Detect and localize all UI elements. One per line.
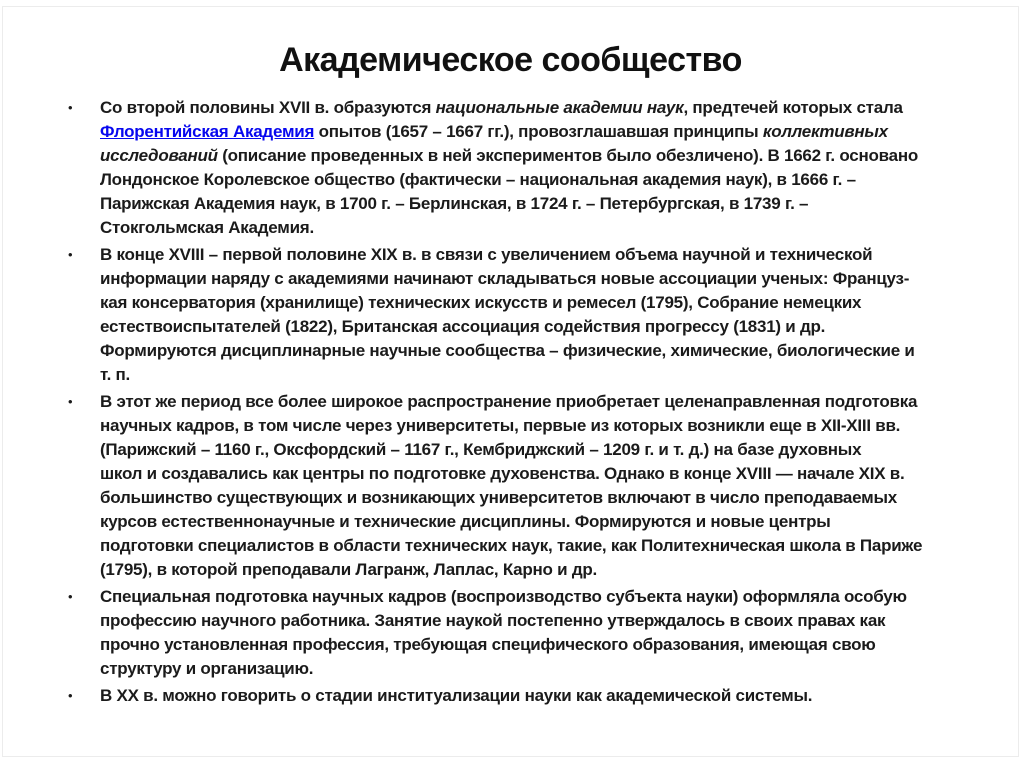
bullet-text	[100, 684, 938, 708]
text-segment: опытов (1657 – 1667 гг.), провозглашавшая принципы	[314, 122, 763, 141]
text-segment: В этот же период все более широкое распространение приобретает целенаправленная подготовка	[100, 392, 918, 411]
bullet-marker-icon: •	[68, 247, 73, 262]
text-line	[100, 315, 938, 339]
bullet-marker-icon: •	[68, 394, 73, 409]
text-line	[100, 438, 938, 462]
bullet-item	[68, 684, 938, 708]
text-line	[100, 243, 938, 267]
bullet-item	[68, 243, 938, 387]
text-segment: , предтечей которых стала	[683, 98, 903, 117]
text-segment: большинство существующих и возникающих университетов включают в число преподаваемых	[100, 488, 897, 507]
bullet-item	[68, 390, 938, 582]
text-segment: школ и создавались как центры по подготовке духовенства. Однако в конце XVIII — начале XIX в.	[100, 464, 905, 483]
text-line	[100, 267, 938, 291]
text-line	[100, 534, 938, 558]
text-segment: Лондонское Королевское общество (фактически – национальная академия наук), в 1666 г. –	[100, 170, 856, 189]
text-line	[100, 462, 938, 486]
bullet-item	[68, 585, 938, 681]
text-segment: В XX в. можно говорить о стадии институализации науки как академической системы.	[100, 686, 813, 705]
text-segment: В конце XVIII – первой половине XIX в. в связи с увеличением объема научной и технической	[100, 245, 873, 264]
text-line	[100, 390, 938, 414]
text-line	[100, 363, 938, 387]
page-title: Академическое сообщество	[279, 41, 742, 79]
text-segment: подготовки специалистов в области технических наук, такие, как Политехническая школа в Париже	[100, 536, 923, 555]
text-segment: Парижская Академия наук, в 1700 г. – Берлинская, в 1724 г. – Петербургская, в 1739 г. –	[100, 194, 809, 213]
italic-text-segment: национальные академии наук	[435, 98, 684, 117]
text-line	[100, 291, 938, 315]
text-segment: профессию научного работника. Занятие наукой постепенно утверждалось в своих правах как	[100, 611, 886, 630]
text-line	[100, 144, 938, 168]
bullet-text	[100, 96, 938, 240]
text-line	[100, 339, 938, 363]
text-segment: структуру и организацию.	[100, 659, 314, 678]
text-line	[100, 414, 938, 438]
text-line	[100, 120, 938, 144]
text-line	[100, 585, 938, 609]
text-segment: (описание проведенных в ней экспериментов было обезличено). В 1662 г. основано	[217, 146, 918, 165]
text-line	[100, 684, 938, 708]
bullet-text	[100, 585, 938, 681]
bullet-text	[100, 390, 938, 582]
bullet-list	[68, 96, 938, 708]
text-line	[100, 192, 938, 216]
italic-text-segment: коллективных	[762, 122, 888, 141]
text-segment: прочно установленная профессия, требующая специфического образования, имеющая свою	[100, 635, 876, 654]
text-segment: курсов естественнонаучные и технические дисциплины. Формируются и новые центры	[100, 512, 831, 531]
bullet-marker-icon: •	[68, 100, 73, 115]
text-line	[100, 609, 938, 633]
text-line	[100, 510, 938, 534]
text-segment: (Парижский – 1160 г., Оксфордский – 1167 г., Кембриджский – 1209 г. и т. д.) на базе духовных	[100, 440, 862, 459]
text-segment: Стокгольмская Академия.	[100, 218, 314, 237]
text-segment: т. п.	[100, 365, 131, 384]
text-segment: (1795), в которой преподавали Лагранж, Лаплас, Карно и др.	[100, 560, 597, 579]
bullet-marker-icon: •	[68, 688, 73, 703]
text-line	[100, 96, 938, 120]
slide-canvas	[2, 6, 1019, 757]
bullet-marker-icon: •	[68, 589, 73, 604]
text-line	[100, 657, 938, 681]
bullet-text	[100, 243, 938, 387]
text-segment: Формируются дисциплинарные научные сообщества – физические, химические, биологические и	[100, 341, 915, 360]
text-segment: кая консерватория (хранилище) технических искусств и ремесел (1795), Собрание немецких	[100, 293, 862, 312]
text-segment: информации наряду с академиями начинают складываться новые ассоциации ученых: Француз-	[100, 269, 910, 288]
text-line	[100, 558, 938, 582]
florentine-academy-link[interactable]: Флорентийская Академия	[100, 122, 315, 141]
text-line	[100, 633, 938, 657]
bullet-item	[68, 96, 938, 240]
text-line	[100, 486, 938, 510]
text-segment: научных кадров, в том числе через университеты, первые из которых возникли еще в XII-XIII вв.	[100, 416, 901, 435]
italic-text-segment: исследований	[100, 146, 218, 165]
text-line	[100, 216, 938, 240]
text-line	[100, 168, 938, 192]
text-segment: естествоиспытателей (1822), Британская ассоциация содействия прогрессу (1831) и др.	[100, 317, 826, 336]
text-segment: Со второй половины XVII в. образуются	[100, 98, 436, 117]
text-segment: Специальная подготовка научных кадров (воспроизводство субъекта науки) оформляла особую	[100, 587, 907, 606]
